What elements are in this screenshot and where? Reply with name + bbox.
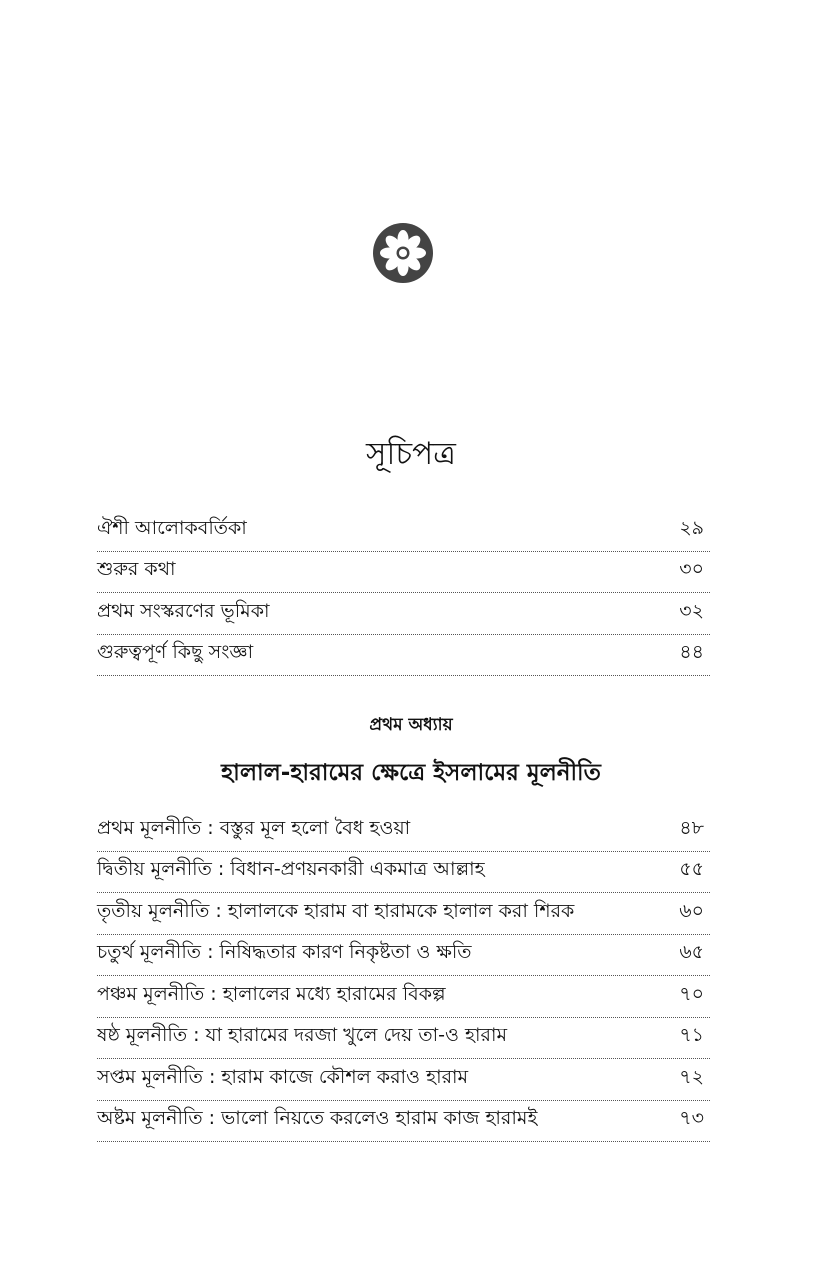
toc-entry[interactable] xyxy=(97,810,710,852)
toc-entry-page: ৬০ xyxy=(679,899,704,922)
toc-entry-page: ২৯ xyxy=(679,516,704,539)
toc-entry-title: শুরুর কথা xyxy=(97,558,176,580)
toc-entry-page: ৫৫ xyxy=(679,858,704,880)
toc-entry-title: অষ্টম মূলনীতি : ভালো নিয়তে করলেও হারাম কাজ হারামই xyxy=(97,1107,538,1129)
toc-entry[interactable] xyxy=(97,510,710,552)
toc-entry-page: ৪৮ xyxy=(679,816,704,839)
toc-entry-title: সপ্তম মূলনীতি : হারাম কাজে কৌশল করাও হারাম xyxy=(97,1065,469,1088)
toc-entry[interactable] xyxy=(97,935,710,977)
toc-entry-title: প্রথম মূলনীতি : বস্তুর মূল হলো বৈধ হওয়া xyxy=(97,816,411,839)
toc-entry-title: পঞ্চম মূলনীতি : হালালের মধ্যে হারামের বিকল্প xyxy=(97,982,446,1005)
flower-ornament-icon xyxy=(372,222,434,284)
toc-entry-title: দ্বিতীয় মূলনীতি : বিধান-প্রণয়নকারী একমাত্র আল্লাহ xyxy=(97,858,485,880)
toc-entry[interactable] xyxy=(97,1059,710,1101)
chapter-entry-list xyxy=(97,810,710,1142)
toc-entry-page: ৩০ xyxy=(679,558,704,580)
toc-entry-page: ৭৩ xyxy=(679,1107,704,1129)
toc-entry-title: ঐশী আলোকবর্তিকা xyxy=(97,516,247,539)
toc-entry-page: ৭১ xyxy=(679,1024,704,1046)
toc-entry-title: গুরুত্বপূর্ণ কিছু সংজ্ঞা xyxy=(97,641,254,663)
toc-entry[interactable] xyxy=(97,852,710,894)
toc-entry-page: ৬৫ xyxy=(679,941,704,963)
front-matter-list xyxy=(97,510,710,676)
toc-entry-page: ৭০ xyxy=(679,982,704,1005)
toc-entry[interactable] xyxy=(97,893,710,935)
toc-entry-page: ৩২ xyxy=(679,599,704,622)
page-title: সূচিপত্র xyxy=(366,436,456,472)
toc-entry[interactable] xyxy=(97,593,710,635)
toc-entry[interactable] xyxy=(97,1101,710,1143)
toc-entry[interactable] xyxy=(97,635,710,677)
toc-entry[interactable] xyxy=(97,552,710,594)
chapter-title: হালাল-হারামের ক্ষেত্রে ইসলামের মূলনীতি xyxy=(221,760,601,786)
toc-entry[interactable] xyxy=(97,1018,710,1060)
toc-entry-title: ষষ্ঠ মূলনীতি : যা হারামের দরজা খুলে দেয় তা-ও হারাম xyxy=(97,1024,508,1046)
toc-entry-title: তৃতীয় মূলনীতি : হালালকে হারাম বা হারামকে হালাল করা শিরক xyxy=(97,899,575,922)
chapter-label: প্রথম অধ্যায় xyxy=(369,715,453,735)
toc-entry-page: ৪৪ xyxy=(679,641,704,663)
toc-entry[interactable] xyxy=(97,976,710,1018)
toc-entry-title: প্রথম সংস্করণের ভূমিকা xyxy=(97,599,270,622)
toc-entry-title: চতুর্থ মূলনীতি : নিষিদ্ধতার কারণ নিকৃষ্টতা ও ক্ষতি xyxy=(97,941,472,963)
toc-entry-page: ৭২ xyxy=(679,1065,704,1088)
